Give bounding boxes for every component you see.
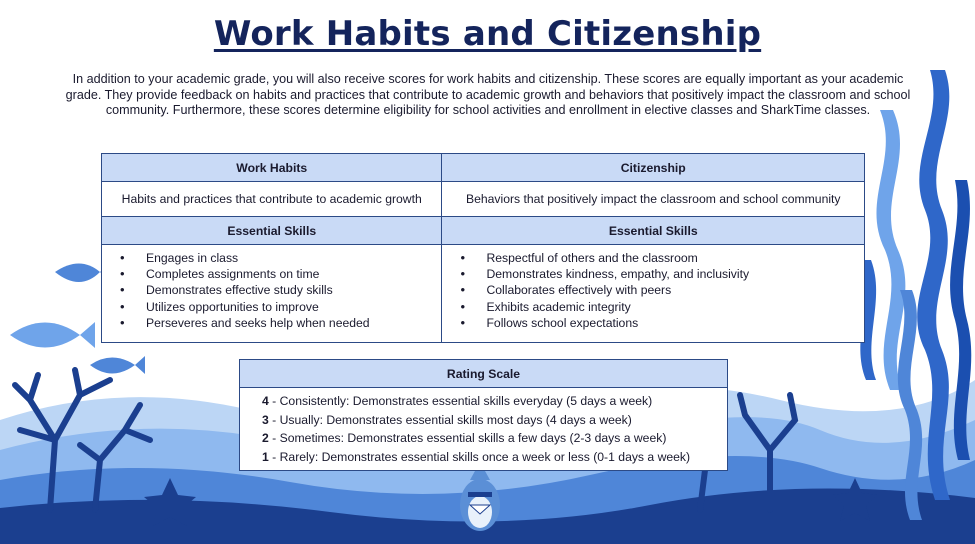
citizenship-skills-header: Essential Skills bbox=[442, 217, 865, 245]
fish-icon bbox=[90, 356, 145, 374]
rating-level-3 bbox=[262, 411, 721, 430]
rating-score: 2 bbox=[262, 431, 269, 445]
rating-level-4 bbox=[262, 392, 721, 411]
citizenship-skills-cell bbox=[442, 245, 865, 343]
rating-level-1 bbox=[262, 448, 721, 467]
work-habits-header: Work Habits bbox=[102, 154, 442, 182]
list-item: • Collaborates effectively with peers bbox=[460, 282, 856, 298]
work-habits-skills-list bbox=[120, 250, 433, 331]
intro-paragraph: In addition to your academic grade, you will also receive scores for work habits and citizenship. These scores are equally important as your academic grade. They provide feedback on habits and practices that contribute to academic growth and behaviors that positively impact the classroom and school community. Furthermore, these scores determine eligibility for school activities and enrollment in elective classes and SharkTime classes. bbox=[65, 72, 911, 118]
citizenship-header: Citizenship bbox=[442, 154, 865, 182]
list-item: • Exhibits academic integrity bbox=[460, 299, 856, 315]
rating-scale-table bbox=[239, 359, 728, 471]
work-habits-citizenship-table bbox=[101, 153, 865, 343]
citizenship-skills-list bbox=[460, 250, 856, 331]
rating-scale-levels bbox=[240, 388, 728, 471]
rating-score: 1 bbox=[262, 449, 269, 464]
rating-scale-header: Rating Scale bbox=[240, 360, 728, 388]
work-habits-skills-header: Essential Skills bbox=[102, 217, 442, 245]
list-item: • Respectful of others and the classroom bbox=[460, 250, 856, 266]
rating-score: 3 bbox=[262, 412, 269, 427]
work-habits-description: Habits and practices that contribute to academic growth bbox=[102, 182, 442, 217]
list-item: • Demonstrates kindness, empathy, and inclusivity bbox=[460, 266, 856, 282]
list-item: • Completes assignments on time bbox=[120, 266, 433, 282]
rating-text: - Sometimes: Demonstrates essential skills a few days (2-3 days a week) bbox=[268, 431, 667, 445]
list-item: • Perseveres and seeks help when needed bbox=[120, 315, 433, 331]
fish-icon bbox=[10, 322, 95, 348]
page-title: Work Habits and Citizenship bbox=[213, 14, 762, 54]
list-item: • Follows school expectations bbox=[460, 315, 856, 331]
list-item: • Engages in class bbox=[120, 250, 433, 266]
rating-text: - Consistently: Demonstrates essential skills everyday (5 days a week) bbox=[268, 394, 653, 408]
rating-level-2 bbox=[262, 429, 721, 448]
list-item: • Demonstrates effective study skills bbox=[120, 282, 433, 298]
work-habits-skills-cell bbox=[102, 245, 442, 343]
rating-text: - Usually: Demonstrates essential skills most days (4 days a week) bbox=[268, 412, 632, 427]
rating-score: 4 bbox=[262, 394, 269, 408]
rating-text: - Rarely: Demonstrates essential skills once a week or less (0-1 days a week) bbox=[268, 449, 691, 464]
list-item: • Utilizes opportunities to improve bbox=[120, 299, 433, 315]
citizenship-description: Behaviors that positively impact the classroom and school community bbox=[442, 182, 865, 217]
